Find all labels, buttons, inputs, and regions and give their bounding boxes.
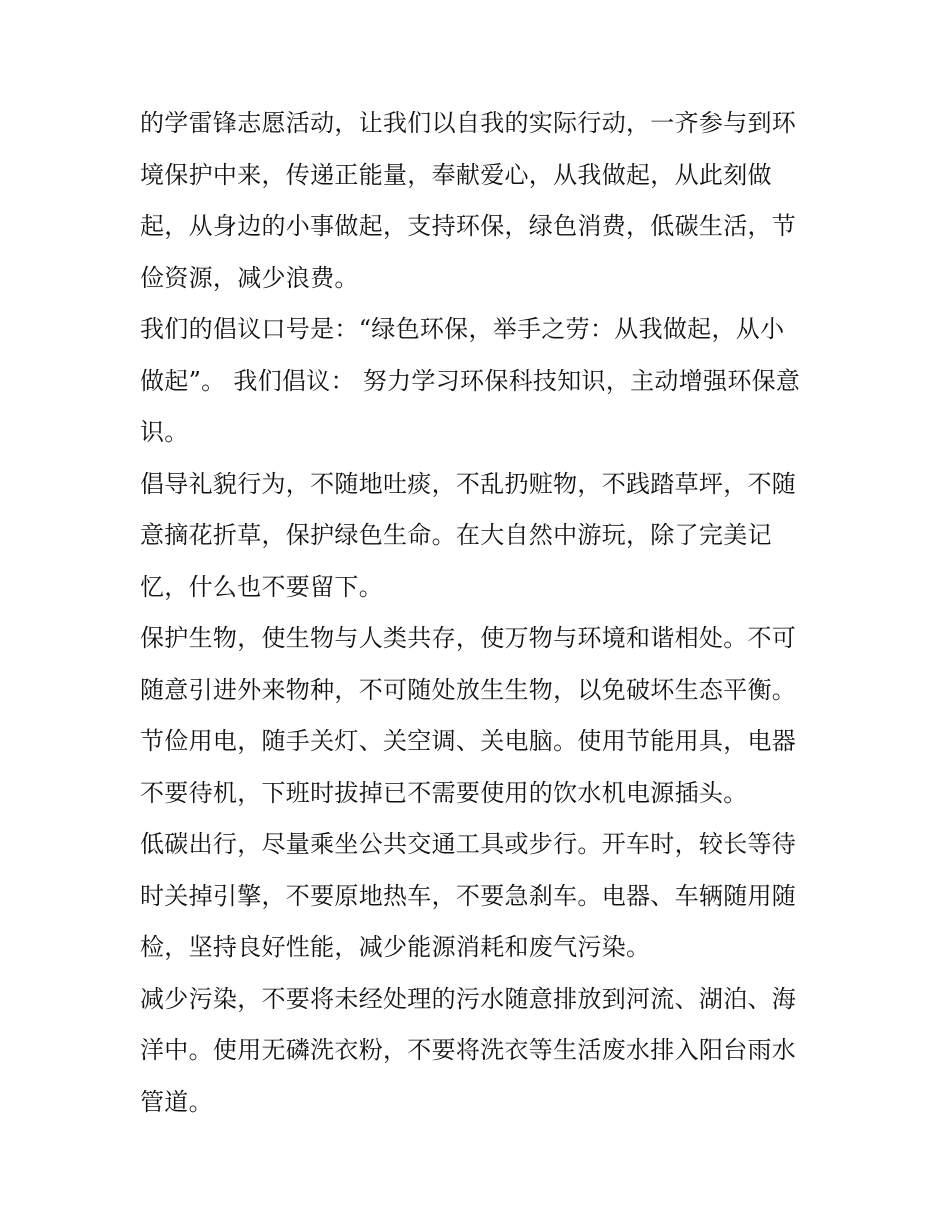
text-line: 做起”。 我们倡议： 努力学习环保科技知识，主动增强环保意: [140, 366, 801, 395]
text-line: 俭资源，减少浪费。: [140, 263, 359, 292]
text-line: 识。: [140, 418, 189, 446]
text-line: 不要待机，下班时拔掉已不需要使用的饮水机电源插头。: [140, 778, 748, 807]
text-line: 洋中。使用无磷洗衣粉，不要将洗衣等生活废水排入阳台雨水: [140, 1036, 797, 1064]
text-line: 忆，什么也不要留下。: [140, 572, 383, 601]
text-line: 的学雷锋志愿活动，让我们以自我的实际行动，一齐参与到环: [140, 109, 797, 137]
text-line: 节俭用电，随手关灯、关空调、关电脑。使用节能用具，电器: [140, 727, 797, 755]
text-line: 管道。: [140, 1087, 213, 1116]
text-line: 低碳出行，尽量乘坐公共交通工具或步行。开车时，较长等待: [140, 830, 797, 858]
text-line: 减少污染，不要将未经处理的污水随意排放到河流、湖泊、海: [140, 984, 797, 1013]
text-line: 起，从身边的小事做起，支持环保，绿色消费，低碳生活，节: [140, 212, 797, 240]
text-line: 倡导礼貌行为，不随地吐痰，不乱扔赃物，不践踏草坪，不随: [140, 469, 797, 498]
text-line: 保护生物，使生物与人类共存，使万物与环境和谐相处。不可: [140, 624, 797, 652]
text-line: 我们的倡议口号是：“绿色环保，举手之劳：从我做起，从小: [140, 315, 785, 343]
text-line: 时关掉引擎，不要原地热车，不要急刹车。电器、车辆随用随: [140, 881, 797, 910]
text-line: 境保护中来，传递正能量，奉献爱心，从我做起，从此刻做: [140, 160, 772, 189]
text-line: 检，坚持良好性能，减少能源消耗和废气污染。: [140, 933, 651, 961]
text-line: 随意引进外来物种，不可随处放生生物，以免破坏生态平衡。: [140, 675, 797, 704]
text-line: 意摘花折草，保护绿色生命。在大自然中游玩，除了完美记: [140, 521, 772, 549]
document-body: [140, 98, 820, 1128]
